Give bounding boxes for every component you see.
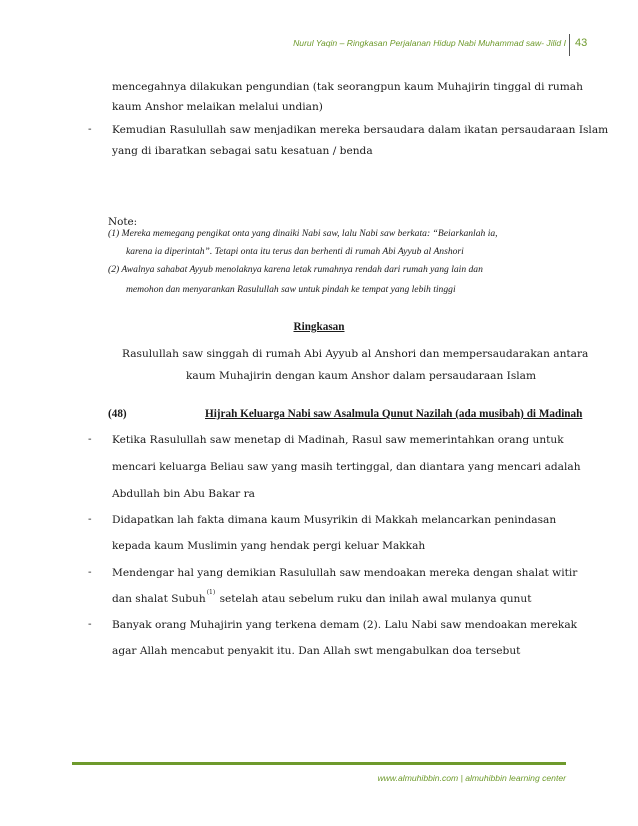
- body-line: agar Allah mencabut penyakit itu. Dan Allah swt mengabulkan doa tersebut: [112, 645, 521, 657]
- header-divider: [569, 34, 570, 56]
- page-number: 43: [575, 37, 588, 49]
- header-title: Nurul Yaqin – Ringkasan Perjalanan Hidup Nabi Muhammad saw- Jilid I: [293, 38, 566, 48]
- body-line: [112, 589, 532, 606]
- page-header: [0, 34, 638, 64]
- body-line: mencegahnya dilakukan pengundian (tak seorangpun kaum Muhajirin tinggal di rumah: [112, 81, 583, 93]
- body-line: kepada kaum Muslimin yang hendak pergi keluar Makkah: [112, 540, 426, 552]
- note-line: (2) Awalnya sahabat Ayyub menolaknya karena letak rumahnya rendah dari rumah yang lain dan: [108, 264, 483, 275]
- section-title: Hijrah Keluarga Nabi saw Asalmula Qunut Nazilah (ada musibah) di Madinah: [205, 408, 583, 420]
- note-line: (1) Mereka memegang pengikat onta yang dinaiki Nabi saw, lalu Nabi saw berkata: “Beiarkanlah ia,: [108, 228, 498, 239]
- bullet-mark: -: [88, 618, 92, 630]
- body-text: dan shalat Subuh: [112, 593, 206, 605]
- body-line: Mendengar hal yang demikian Rasulullah saw mendoakan mereka dengan shalat witir: [112, 567, 578, 579]
- body-line: Ketika Rasulullah saw menetap di Madinah, Rasul saw memerintahkan orang untuk: [112, 434, 564, 446]
- summary-heading: Ringkasan: [293, 321, 345, 333]
- note-line: memohon dan menyarankan Rasulullah saw untuk pindah ke tempat yang lebih tinggi: [126, 284, 456, 295]
- body-line: Didapatkan lah fakta dimana kaum Musyrikin di Makkah melancarkan penindasan: [112, 514, 557, 526]
- bullet-mark: -: [88, 566, 92, 578]
- summary-line: kaum Muhajirin dengan kaum Anshor dalam persaudaraan Islam: [186, 370, 537, 382]
- body-line: Abdullah bin Abu Bakar ra: [112, 488, 255, 500]
- bullet-mark: -: [88, 513, 92, 525]
- note-line: karena ia diperintah”. Tetapi onta itu terus dan berhenti di rumah Abi Ayyub al Anshori: [126, 246, 464, 257]
- footnote-ref: (1): [206, 589, 216, 596]
- note-label: Note:: [108, 216, 138, 228]
- body-line: kaum Anshor melaikan melalui undian): [112, 101, 323, 113]
- bullet-mark: -: [88, 433, 92, 445]
- bullet-mark: -: [88, 123, 92, 135]
- footer-text[interactable]: www.almuhibbin.com | almuhibbin learning center: [377, 773, 566, 783]
- body-line: yang di ibaratkan sebagai satu kesatuan / benda: [112, 145, 373, 157]
- body-text: setelah atau sebelum ruku dan inilah awal mulanya qunut: [216, 593, 532, 605]
- body-line: Banyak orang Muhajirin yang terkena demam (2). Lalu Nabi saw mendoakan merekak: [112, 619, 578, 631]
- body-line: Kemudian Rasulullah saw menjadikan mereka bersaudara dalam ikatan persaudaraan Islam: [112, 124, 609, 136]
- section-number: (48): [108, 408, 127, 420]
- body-line: mencari keluarga Beliau saw yang masih tertinggal, dan diantara yang mencari adalah: [112, 461, 581, 473]
- footer-divider: [72, 762, 566, 765]
- summary-line: Rasulullah saw singgah di rumah Abi Ayyub al Anshori dan mempersaudarakan antara: [122, 348, 589, 360]
